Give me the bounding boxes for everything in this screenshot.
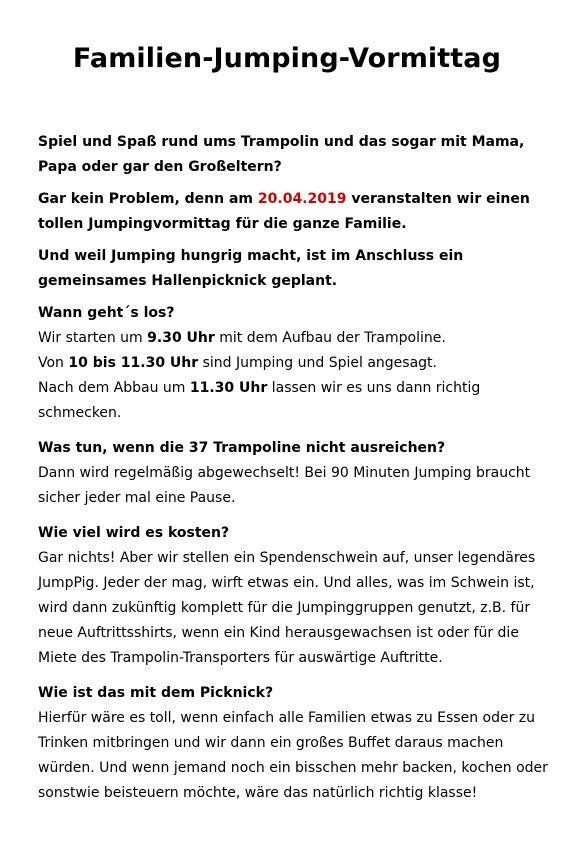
schedule-line-3-text: Nach dem Abbau um: [38, 380, 190, 396]
intro-paragraph-1: Spiel und Spaß rund ums Trampolin und das sogar mit Mama, Papa oder gar den Großeltern?: [38, 134, 525, 175]
section-picnic: [38, 681, 558, 806]
intro-paragraph-3: Und weil Jumping hungrig macht, ist im Anschluss ein gemeinsames Hallenpicknick geplant.: [38, 248, 464, 289]
schedule-line-2: [38, 351, 558, 376]
section-heading-when: Wann geht´s los?: [38, 305, 175, 321]
picnic-time: 11.30 Uhr: [189, 380, 268, 396]
schedule-line-1-rest: mit dem Aufbau der Trampoline.: [214, 330, 446, 346]
section-heading-trampolines: Was tun, wenn die 37 Trampoline nicht ausreichen?: [38, 440, 446, 456]
start-time: 9.30 Uhr: [147, 330, 215, 346]
intro-p2-after: veranstalten wir einen tollen Jumpingvormittag für die ganze Familie.: [38, 191, 530, 232]
schedule-line-2-text: Von: [38, 355, 69, 371]
schedule-line-2-rest: sind Jumping und Spiel angesagt.: [198, 355, 437, 371]
section-body-trampolines: Dann wird regelmäßig abgewechselt! Bei 90 Minuten Jumping braucht sicher jeder mal eine Pause.: [38, 465, 531, 506]
section-heading-cost: Wie viel wird es kosten?: [38, 525, 230, 541]
section-heading-picnic: Wie ist das mit dem Picknick?: [38, 685, 274, 701]
jumping-time: 10 bis 11.30 Uhr: [68, 355, 199, 371]
schedule-line-3: [38, 376, 558, 426]
section-body-cost: Gar nichts! Aber wir stellen ein Spendenschwein auf, unser legendäres JumpPig. Jeder der mag, wirft etwas ein. Und alles, was im Schwein ist, wird dann zukünftig komplett für die Jumpinggruppen genutzt, z.B. für neue Auftrittsshirts, wenn ein Kind herausgewachsen ist oder für die Miete des Trampolin-Transporters für auswärtige Auftritte.: [38, 550, 536, 666]
page-title: Familien-Jumping-Vormittag: [72, 43, 502, 74]
section-when: [38, 301, 558, 426]
section-cost: [38, 521, 558, 671]
schedule-line-1: [38, 326, 558, 351]
section-trampolines: [38, 436, 558, 511]
section-body-when: [38, 326, 558, 426]
intro-p2-before: Gar kein Problem, denn am: [38, 191, 258, 207]
schedule-line-3-rest: lassen wir es uns dann richtig schmecken.: [38, 380, 481, 421]
schedule-line-1-text: Wir starten um: [38, 330, 148, 346]
section-body-picnic: Hierfür wäre es toll, wenn einfach alle Familien etwas zu Essen oder zu Trinken mitbringen und wir dann ein großes Buffet daraus machen würden. Und wenn jemand noch ein bisschen mehr backen, kochen oder sonstwie beisteuern möchte, wäre das natürlich richtig klasse!: [38, 710, 548, 801]
document-content: [38, 130, 558, 816]
intro-paragraph-2: [38, 187, 558, 237]
event-date: 20.04.2019: [257, 191, 347, 207]
